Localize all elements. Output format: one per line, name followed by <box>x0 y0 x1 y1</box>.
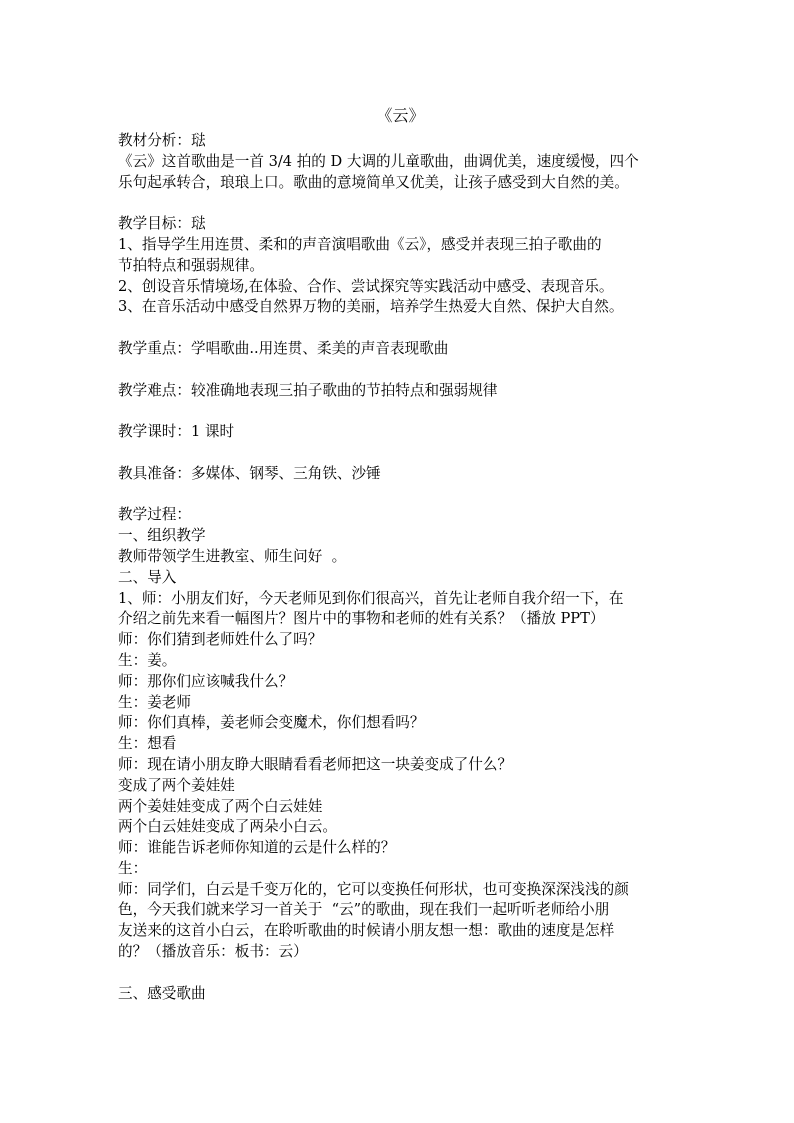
process-line: 一、组织教学 <box>118 527 206 545</box>
goals-line: 节拍特点和强弱规律。 <box>118 256 264 274</box>
teaching-difficulty: 教学难点：较准确地表现三拍子歌曲的节拍特点和强弱规律 <box>118 381 498 399</box>
blank-line <box>118 401 683 422</box>
process-line: 师：你们真棒，姜老师会变魔术，你们想看吗？ <box>118 714 425 732</box>
process-line: 师：你们猜到老师姓什么了吗？ <box>118 631 323 649</box>
process-line: 生：姜。 <box>118 651 177 669</box>
analysis-heading: 教材分析：琺 <box>118 132 206 149</box>
teaching-focus: 教学重点：学唱歌曲..用连贯、柔美的声音表现歌曲 <box>118 339 449 357</box>
process-line: 介绍之前先来看一幅图片？图片中的事物和老师的姓有关系？（播放 PPT） <box>118 610 605 628</box>
goals-heading: 教学目标：琺 <box>118 215 206 233</box>
teaching-tools: 教具准备：多媒体、钢琴、三角铁、沙锤 <box>118 464 381 482</box>
process-line: 师：同学们，白云是千变万化的，它可以变换任何形状，也可变换深深浅浅的颜 <box>118 880 629 898</box>
process-line: 生：想看 <box>118 735 177 753</box>
process-line: 生：姜老师 <box>118 693 191 711</box>
process-line: 教师带领学生进教室、师生问好 。 <box>118 547 347 565</box>
section-three-heading: 三、感受歌曲 <box>118 984 206 1002</box>
process-line: 二、导入 <box>118 568 177 586</box>
teaching-hours: 教学课时：1 课时 <box>118 423 235 441</box>
blank-line <box>118 360 683 381</box>
goals-line: 3、在音乐活动中感受自然界万物的美丽，培养学生热爱大自然、保护大自然。 <box>118 298 624 316</box>
process-line: 色，今天我们就来学习一首关于 “云”的歌曲，现在我们一起听听老师给小朋 <box>118 901 610 919</box>
document-page <box>118 104 683 1004</box>
goals-line: 1、指导学生用连贯、柔和的声音演唱歌曲《云》，感受并表现三拍子歌曲的 <box>118 235 602 253</box>
process-line: 师：那你们应该喊我什么？ <box>118 672 294 690</box>
blank-line <box>118 443 683 464</box>
process-line: 1、师：小朋友们好，今天老师见到你们很高兴，首先让老师自我介绍一下，在 <box>118 589 624 607</box>
process-line: 师：谁能告诉老师你知道的云是什么样的？ <box>118 839 396 857</box>
process-line: 的？（播放音乐：板书：云） <box>118 943 308 961</box>
document-title: 《云》 <box>376 106 425 125</box>
process-heading: 教学过程： <box>118 506 191 524</box>
process-line: 师：现在请小朋友睁大眼睛看看老师把这一块姜变成了什么？ <box>118 755 513 773</box>
blank-line <box>118 318 683 339</box>
blank-line <box>118 485 683 506</box>
process-line: 变成了两个姜娃娃 <box>118 776 235 794</box>
blank-line <box>118 193 683 214</box>
process-line: 友送来的这首小白云，在聆听歌曲的时候请小朋友想一想：歌曲的速度是怎样 <box>118 922 615 940</box>
blank-line <box>118 963 683 984</box>
analysis-line: 乐句起承转合，琅琅上口。歌曲的意境简单又优美，让孩子感受到大自然的美。 <box>118 173 629 191</box>
process-line: 生： <box>118 859 148 877</box>
process-line: 两个白云娃娃变成了两朵小白云。 <box>118 818 337 836</box>
process-line: 两个姜娃娃变成了两个白云娃娃 <box>118 797 323 815</box>
analysis-line: 《云》这首歌曲是一首 3/4 拍的 D 大调的儿童歌曲，曲调优美，速度缓慢，四个 <box>118 152 639 170</box>
goals-line: 2、创设音乐情境场,在体验、合作、尝试探究等实践活动中感受、表现音乐。 <box>118 277 614 295</box>
